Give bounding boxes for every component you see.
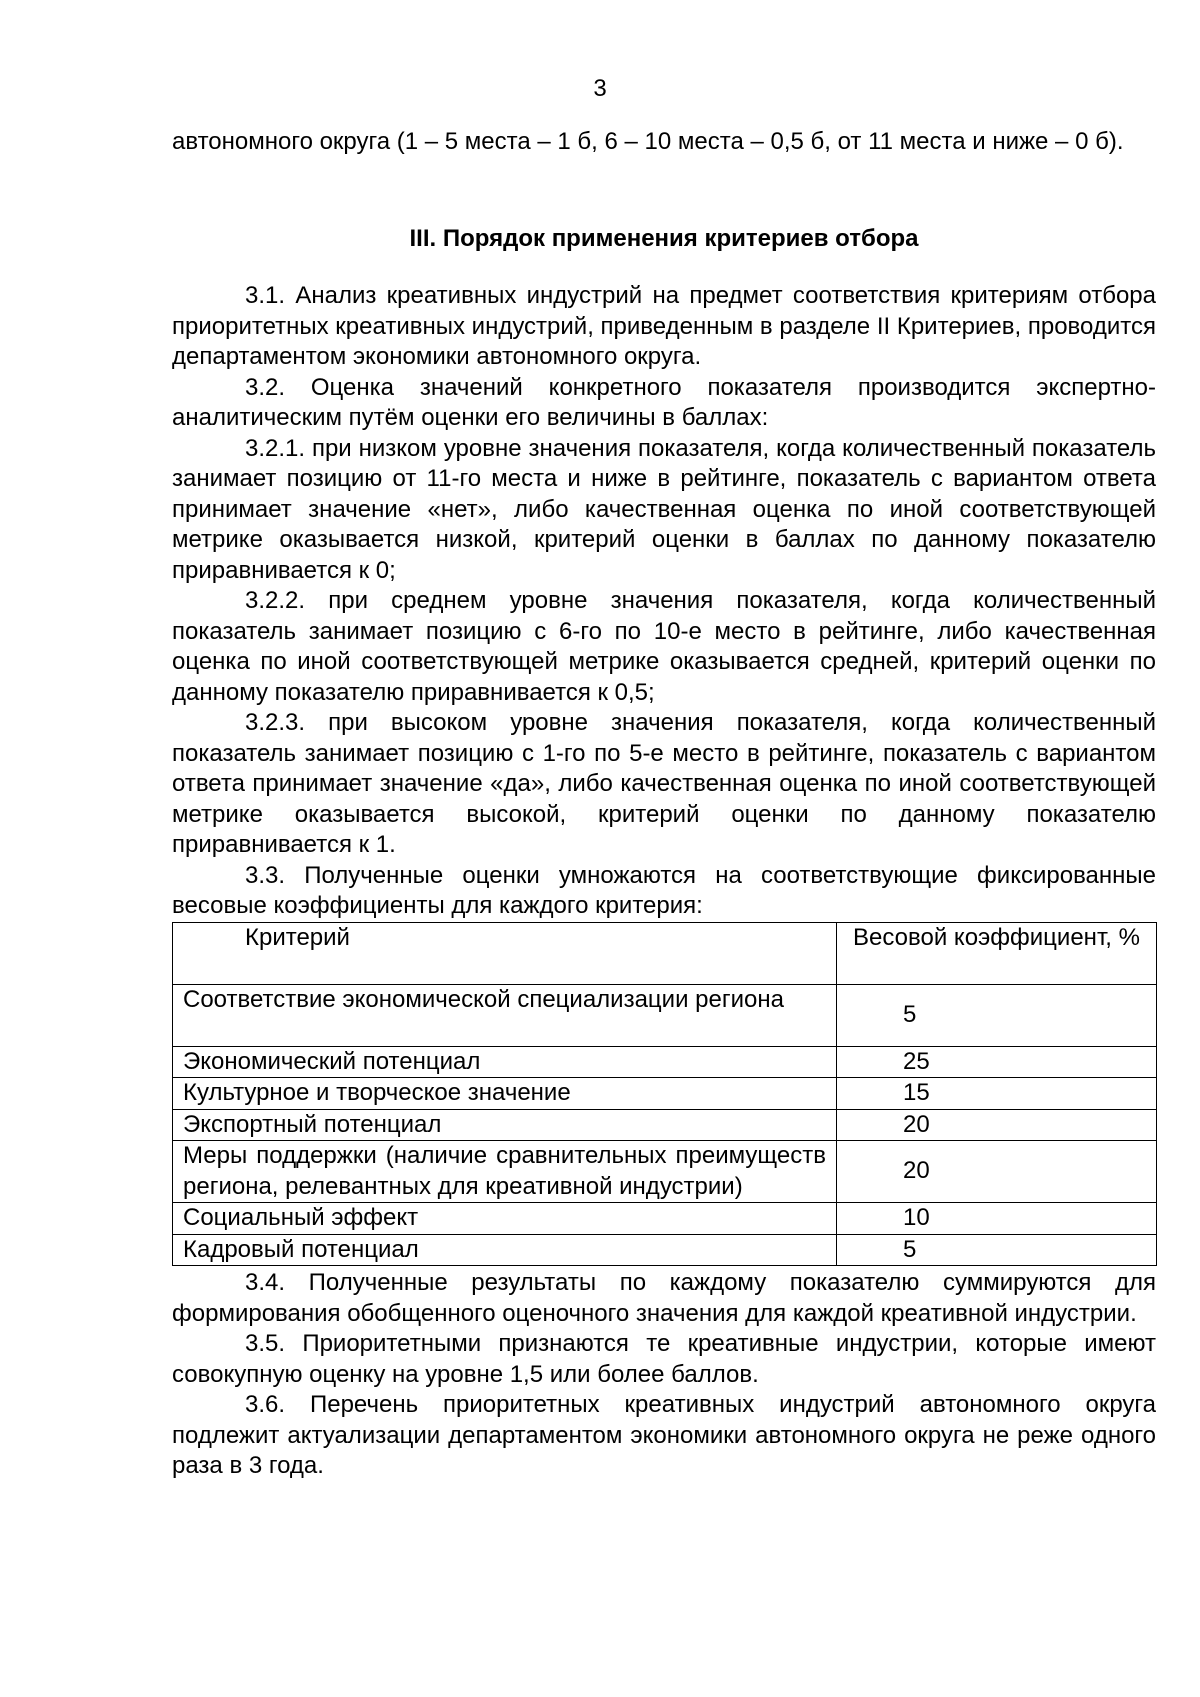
table-row: [173, 1141, 1157, 1203]
page-number: 3: [593, 75, 607, 102]
row-criterion: Культурное и творческое значение: [173, 1078, 837, 1110]
header-criterion: Критерий: [173, 922, 837, 984]
table-row: [173, 1203, 1157, 1235]
row-weight: 15: [837, 1078, 1157, 1110]
paragraph-3-2-3: 3.2.3. при высоком уровне значения показателя, когда количественный показатель занимает позицию с 1-го по 5-е место в рейтинге, показатель с вариантом ответа принимает значение «да», либо качественная оценка по иной соответствующей метрике оказывается высокой, критерий оценки по данному показателю приравнивается к 1.: [172, 709, 1156, 858]
table-row: [173, 1046, 1157, 1078]
row-weight: 10: [837, 1203, 1157, 1235]
table-row: [173, 1078, 1157, 1110]
row-criterion: Экономический потенциал: [173, 1046, 837, 1078]
document-body: [172, 127, 1156, 1482]
paragraph-3-3: 3.3. Полученные оценки умножаются на соответствующие фиксированные весовые коэффициенты для каждого критерия:: [172, 861, 1156, 919]
row-criterion: Социальный эффект: [173, 1203, 837, 1235]
paragraph-3-1: 3.1. Анализ креативных индустрий на предмет соответствия критериям отбора приоритетных креативных индустрий, приведенным в разделе II Критериев, проводится департаментом экономики автономного округа.: [172, 282, 1156, 370]
table-row: [173, 984, 1157, 1046]
section-heading: III. Порядок применения критериев отбора: [409, 224, 919, 252]
header-weight: Весовой коэффициент, %: [837, 922, 1157, 984]
table-row: [173, 1234, 1157, 1266]
table-header-row: [173, 922, 1157, 984]
paragraph-3-4: 3.4. Полученные результаты по каждому показателю суммируются для формирования обобщенного оценочного значения для каждой креативной индустрии.: [172, 1269, 1156, 1327]
row-weight: 5: [837, 984, 1157, 1046]
paragraph-3-2-2: 3.2.2. при среднем уровне значения показателя, когда количественный показатель занимает позицию с 6-го по 10-е место в рейтинге, либо качественная оценка по иной соответствующей метрике оказывается средней, критерий оценки по данному показателю приравнивается к 0,5;: [172, 587, 1156, 706]
row-weight: 20: [837, 1109, 1157, 1141]
paragraph-3-5: 3.5. Приоритетными признаются те креативные индустрии, которые имеют совокупную оценку на уровне 1,5 или более баллов.: [172, 1330, 1156, 1388]
row-weight: 20: [837, 1141, 1157, 1203]
paragraph-3-2: 3.2. Оценка значений конкретного показателя производится экспертно-аналитическим путём оценки его величины в баллах:: [172, 373, 1156, 431]
paragraph-3-6: 3.6. Перечень приоритетных креативных индустрий автономного округа подлежит актуализации департаментом экономики автономного округа не реже одного раза в 3 года.: [172, 1391, 1156, 1479]
intro-continuation: автономного округа (1 – 5 места – 1 б, 6 – 10 места – 0,5 б, от 11 места и ниже – 0 б).: [172, 128, 1124, 155]
row-criterion: Экспортный потенциал: [173, 1109, 837, 1141]
row-criterion: Меры поддержки (наличие сравнительных преимуществ региона, релевантных для креативной индустрии): [173, 1141, 837, 1203]
weights-table: [172, 922, 1157, 1267]
row-weight: 5: [837, 1234, 1157, 1266]
table-row: [173, 1109, 1157, 1141]
row-criterion: Кадровый потенциал: [173, 1234, 837, 1266]
row-weight: 25: [837, 1046, 1157, 1078]
row-criterion: Соответствие экономической специализации региона: [173, 984, 837, 1046]
paragraph-3-2-1: 3.2.1. при низком уровне значения показателя, когда количественный показатель занимает позицию от 11-го места и ниже в рейтинге, показатель с вариантом ответа принимает значение «нет», либо качественная оценка по иной соответствующей метрике оказывается низкой, критерий оценки в баллах по данному показателю приравнивается к 0;: [172, 434, 1156, 584]
